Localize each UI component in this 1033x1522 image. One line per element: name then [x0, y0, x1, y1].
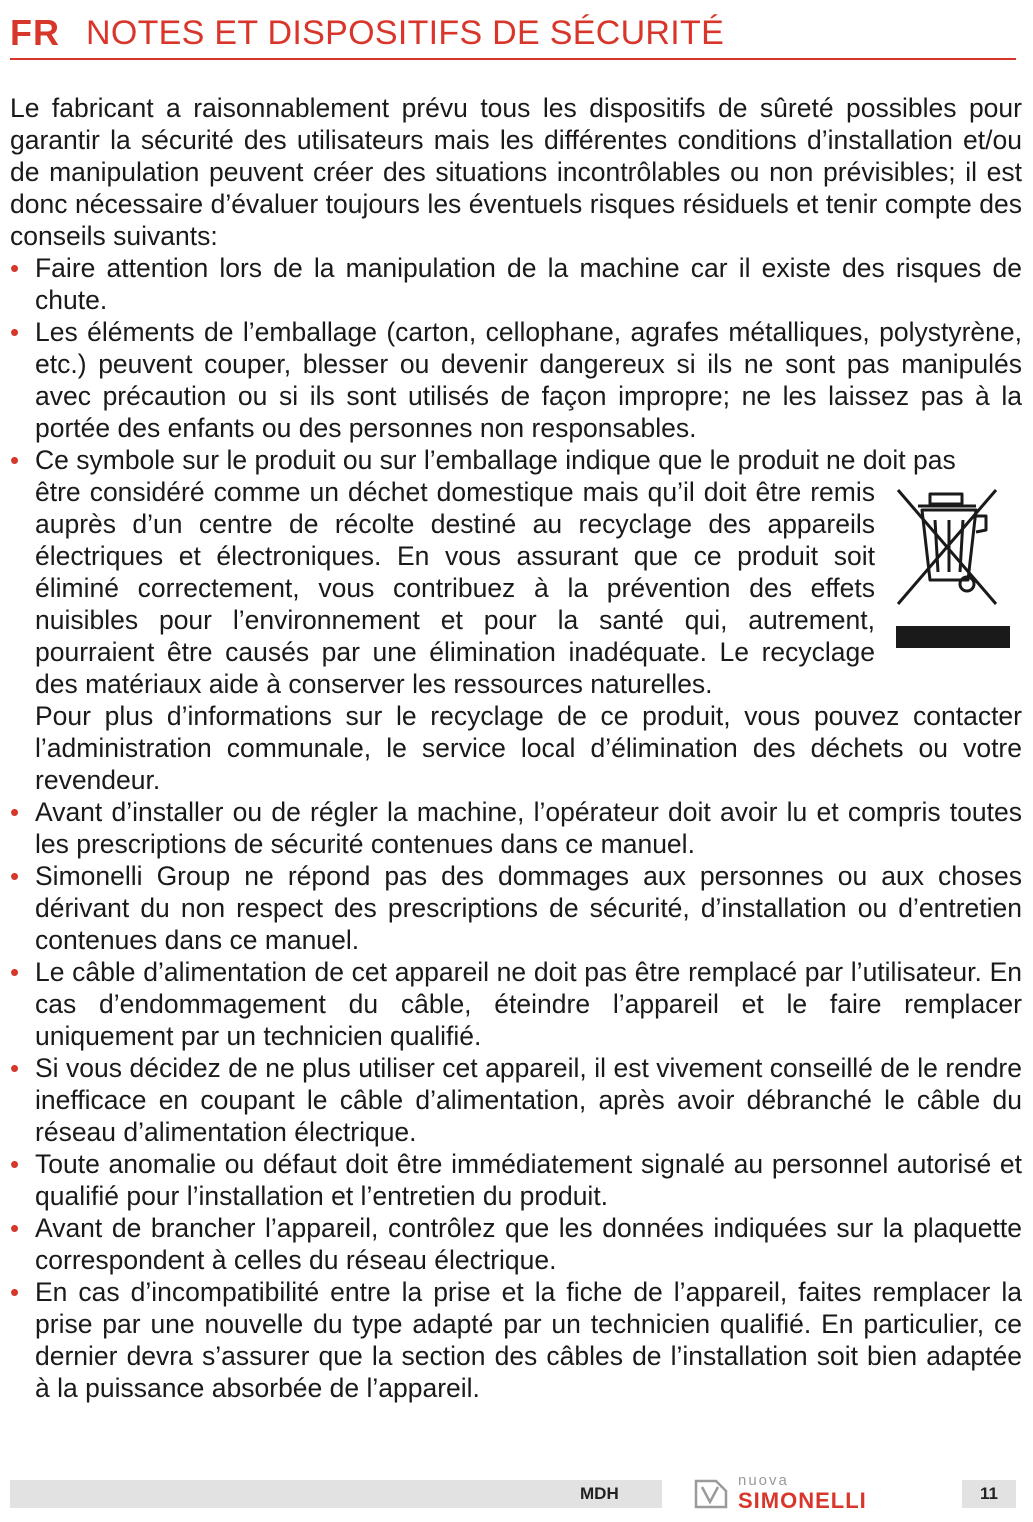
safety-notes-content: [10, 92, 1022, 1404]
brand-logo: [692, 1472, 942, 1513]
logo-brand-text: SIMONELLI: [738, 1488, 867, 1513]
page-header: [10, 8, 1016, 60]
list-item: • Avant de brancher l’appareil, contrôlez que les données indiquées sur la plaquette correspondent à celles du réseau électrique.: [10, 1212, 1022, 1276]
weee-contact-text: Pour plus d’informations sur le recyclage de ce produit, vous pouvez contacter l’administration communale, le service local d’élimination des déchets ou votre revendeur.: [35, 701, 1022, 795]
list-item: • Le câble d’alimentation de cet appareil ne doit pas être remplacé par l’utilisateur. En cas d’endommagement du câble, éteindre l’appareil et le faire remplacer uniquement par un technicien qualifié.: [10, 956, 1022, 1052]
logo-nuova-text: nuova: [738, 1472, 789, 1489]
language-code: FR: [10, 12, 60, 53]
list-item-weee: [10, 444, 1022, 796]
model-code: MDH: [580, 1484, 619, 1503]
crossed-out-wheelie-bin-icon: [888, 476, 1020, 671]
list-item: • Simonelli Group ne répond pas des dommages aux personnes ou aux choses dérivant du non respect des prescriptions de sécurité, d’installation ou d’entretien contenues dans ce manuel.: [10, 860, 1022, 956]
list-item: • Avant d’installer ou de régler la machine, l’opérateur doit avoir lu et compris toutes les prescriptions de sécurité contenues dans ce manuel.: [10, 796, 1022, 860]
weee-block: [35, 476, 1022, 700]
intro-paragraph: Le fabricant a raisonnablement prévu tous les dispositifs de sûreté possibles pour garantir la sécurité des utilisateurs mais les différentes conditions d’installation et/ou de manipulation peuvent créer des situations incontrôlables ou non prévisibles; il est donc nécessaire d’évaluer toujours les éventuels risques résiduels et tenir compte des conseils suivants:: [10, 93, 1022, 251]
page-title: NOTES ET DISPOSITIFS DE SÉCURITÉ: [86, 14, 725, 52]
simonelli-logo-mark-icon: [692, 1478, 730, 1510]
list-item: • Si vous décidez de ne plus utiliser cet appareil, il est vivement conseillé de le rendre inefficace en coupant le câble d’alimentation, après avoir débranché le câble du réseau d’alimentation électrique.: [10, 1052, 1022, 1148]
footer-bar: [10, 1480, 662, 1508]
list-item: • Les éléments de l’emballage (carton, cellophane, agrafes métalliques, polystyrène, etc.) peuvent couper, blesser ou devenir dangereux si ils ne sont pas manipulés avec précaution ou si ils sont utilisés de façon impropre; ne les laissez pas à la portée des enfants ou des personnes non responsables.: [10, 316, 1022, 444]
list-item: • Faire attention lors de la manipulation de la machine car il existe des risques de chute.: [10, 252, 1022, 316]
page-footer: [10, 1472, 1016, 1513]
list-item: • Toute anomalie ou défaut doit être immédiatement signalé au personnel autorisé et qualifié pour l’installation et l’entretien du produit.: [10, 1148, 1022, 1212]
page-number: 11: [980, 1484, 998, 1503]
list-item: • En cas d’incompatibilité entre la prise et la fiche de l’appareil, faites remplacer la prise par une nouvelle du type adapté par un technicien qualifié. En particulier, ce dernier devra s’assurer que la section des câbles de l’installation soit bien adaptée à la puissance absorbée de l’appareil.: [10, 1276, 1022, 1404]
safety-list: [10, 252, 1022, 1404]
weee-intro-text: • Ce symbole sur le produit ou sur l’emballage indique que le produit ne doit pas: [35, 445, 956, 475]
weee-wrapped-text: être considéré comme un déchet domestique mais qu’il doit être remis auprès d’un centre de récolte destiné au recyclage des appareils électriques et électroniques. En vous assurant que ce produit soit éliminé correctement, vous contribuez à la prévention des effets nuisibles pour l’environnement et pour la santé qui, autrement, pourraient être causés par une élimination inadéquate. Le recyclage des matériaux aide à conserver les ressources naturelles.: [35, 477, 875, 699]
page-number-box: [962, 1480, 1016, 1508]
